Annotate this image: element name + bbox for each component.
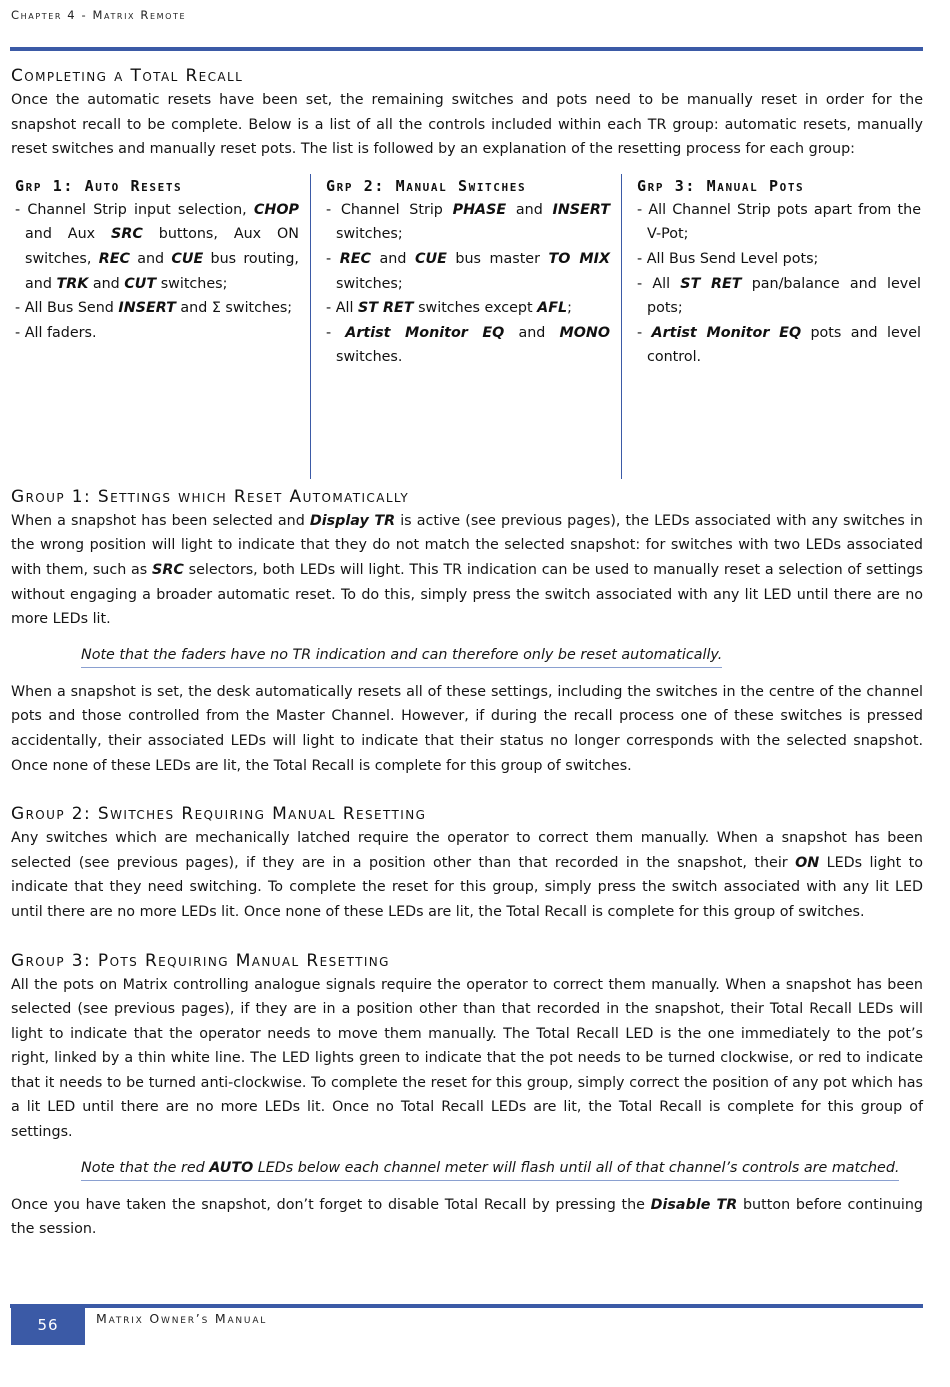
list-item [637, 247, 921, 272]
emphasis-text: Artist Monitor EQ [651, 324, 802, 341]
text-segment: pan/balance and level pots; [647, 275, 921, 317]
section-title-group3: Group 3: Pots Requiring Manual Resetting [11, 950, 390, 971]
text-segment: - [326, 324, 346, 341]
text-segment: - [326, 250, 340, 267]
list-item [637, 272, 921, 321]
text-segment: When a snapshot has been selected and [11, 512, 310, 529]
text-segment: ; [567, 300, 572, 317]
emphasis-text: Disable TR [650, 1196, 738, 1213]
text-segment: buttons, Aux ON switches, [25, 226, 299, 267]
list-item [637, 321, 921, 370]
text-segment: Note that the red [81, 1159, 210, 1176]
emphasis-text: SRC [111, 226, 143, 243]
page-content [11, 60, 923, 1242]
text-segment: - All [637, 275, 681, 292]
column-divider [621, 174, 622, 479]
list-item [637, 198, 921, 247]
note-faders: Note that the faders have no TR indication and can therefore only be reset automatically. [81, 644, 722, 668]
emphasis-text: TRK [56, 275, 89, 292]
text-segment: - All Bus Send Level pots; [637, 250, 819, 267]
text-segment: - Channel Strip [326, 201, 453, 218]
text-segment: and Aux [25, 226, 112, 243]
group1-paragraph-1 [11, 509, 923, 632]
section-title-group1: Group 1: Settings which Reset Automatically [11, 486, 410, 507]
emphasis-text: MONO [559, 324, 610, 341]
emphasis-text: PHASE [452, 201, 507, 218]
group3-paragraph-1: All the pots on Matrix controlling analogue signals require the operator to correct them manually. When a snapshot has been selected (see previous pages), if they are in a position other than that recorded in the snapshot, their Total Recall LEDs will light to indicate that the operator needs to move them manually. The Total Recall LED is the one immediately to the pot’s right, linked by a thin white line. The LED lights green to indicate that the pot needs to be turned clockwise, or red to indicate that it needs to be turned anti-clockwise. To complete the reset for this group, simply correct the position of any pot which has a lit LED until there are no more LEDs lit. Once no Total Recall LEDs are lit, the Total Recall is complete for this group of settings. [11, 976, 923, 1141]
group3-paragraph-2 [11, 1193, 923, 1242]
text-segment: bus master [446, 250, 549, 267]
text-segment: bus routing, and [25, 250, 299, 292]
text-segment: selectors, both LEDs will light. This TR indication can be used to manually reset a selection of settings without engaging a broader automatic reset. To do this, simply press the switch associated with any lit LED until there are no more LEDs lit. [11, 561, 923, 628]
text-segment: switches; [336, 275, 403, 292]
emphasis-text: REC [339, 250, 371, 267]
text-segment: switches except [413, 300, 538, 317]
list-item [326, 321, 610, 370]
text-segment: and [371, 250, 415, 267]
emphasis-text: REC [98, 250, 130, 267]
emphasis-text: SRC [152, 561, 184, 578]
list-item [326, 296, 610, 321]
emphasis-text: ST RET [357, 300, 414, 317]
emphasis-text: CUT [124, 275, 157, 292]
emphasis-text: AFL [537, 300, 568, 317]
list-item [326, 247, 610, 296]
text-segment: and [504, 324, 560, 341]
chapter-header: Chapter 4 - Matrix Remote [11, 8, 187, 22]
intro-paragraph: Once the automatic resets have been set, the remaining switches and pots need to be manually reset in order for the snapshot recall to be complete. Below is a list of all the controls included within each TR group: automatic resets, manually reset switches and manually reset pots. The list is followed by an explanation of the resetting process for each group: [11, 92, 923, 158]
group-column-3 [637, 174, 921, 370]
section-title-completing: Completing a Total Recall [11, 66, 244, 86]
text-segment: pots and level control. [647, 324, 921, 366]
group-heading: Grp 3: Manual Pots [637, 176, 805, 195]
list-item [15, 296, 299, 321]
note-auto-leds [81, 1157, 899, 1181]
list-item [15, 198, 299, 296]
footer-title: Matrix Owner’s Manual [96, 1311, 268, 1326]
text-segment: and [129, 250, 172, 267]
section-title-group2: Group 2: Switches Requiring Manual Resetting [11, 804, 427, 825]
text-segment: - All Bus Send [15, 300, 119, 317]
text-segment: is active (see previous pages), the LEDs associated with any switches in the wrong position will light to indicate that they do not match the selected snapshot: for switches with two LEDs associated with them, such as [11, 512, 923, 578]
emphasis-text: CUE [415, 250, 447, 267]
text-segment: Any switches which are mechanically latched require the operator to correct them manually. When a snapshot has been selected (see previous pages), if they are in a position other than that recorded in the snapshot, their [11, 830, 923, 871]
group-list [326, 198, 610, 370]
group-column-2 [326, 174, 610, 370]
text-segment: button before continuing the session. [11, 1196, 923, 1238]
text-segment: and Σ switches; [175, 300, 293, 317]
emphasis-text: INSERT [552, 201, 610, 218]
emphasis-text: ST RET [680, 275, 742, 292]
list-item [326, 198, 610, 247]
column-divider [310, 174, 311, 479]
text-segment: - Channel Strip input selection, [15, 201, 254, 218]
emphasis-text: Artist Monitor EQ [345, 324, 505, 341]
text-segment: - All faders. [15, 324, 97, 341]
emphasis-text: INSERT [118, 300, 176, 317]
group-column-1 [15, 174, 299, 346]
emphasis-text: CUE [171, 250, 204, 267]
group-heading: Grp 1: Auto Resets [15, 176, 183, 195]
text-segment: switches; [336, 226, 403, 243]
page-number: 56 [11, 1304, 85, 1345]
text-segment: switches. [336, 349, 403, 366]
emphasis-text: Display TR [309, 512, 396, 529]
emphasis-text: ON [795, 854, 820, 871]
text-segment: LEDs light to indicate that they need switching. To complete the reset for this group, simply press the switch associated with any lit LED until there are no more LEDs lit. Once none of these LEDs are lit, the Total Recall is complete for this group of switches. [11, 854, 923, 920]
group2-paragraph [11, 826, 923, 924]
group-heading: Grp 2: Manual Switches [326, 176, 527, 195]
group-list [637, 198, 921, 370]
text-segment: Once you have taken the snapshot, don’t forget to disable Total Recall by pressing the [11, 1196, 651, 1213]
text-segment: switches; [156, 275, 228, 292]
list-item [15, 321, 299, 346]
group-list [15, 198, 299, 346]
header-rule [10, 47, 923, 51]
emphasis-text: AUTO [209, 1159, 254, 1176]
text-segment: LEDs below each channel meter will flash until all of that channel’s controls are matched. [253, 1159, 900, 1176]
emphasis-text: CHOP [253, 201, 299, 218]
text-segment: and [88, 275, 125, 292]
footer-rule [10, 1304, 923, 1308]
groups-grid [11, 174, 923, 479]
text-segment: and [506, 201, 553, 218]
text-segment: - All Channel Strip pots apart from the V-Pot; [637, 201, 921, 243]
emphasis-text: TO MIX [548, 250, 610, 267]
group1-paragraph-2: When a snapshot is set, the desk automatically resets all of these settings, including the switches in the centre of the channel pots and those controlled from the Master Channel. However, if during the recall process one of these switches is pressed accidentally, their associated LEDs will light to indicate that their status no longer corresponds with the selected snapshot. Once none of these LEDs are lit, the Total Recall is complete for this group of switches. [11, 683, 923, 774]
text-segment: - All [326, 300, 358, 317]
text-segment: - [637, 324, 652, 341]
